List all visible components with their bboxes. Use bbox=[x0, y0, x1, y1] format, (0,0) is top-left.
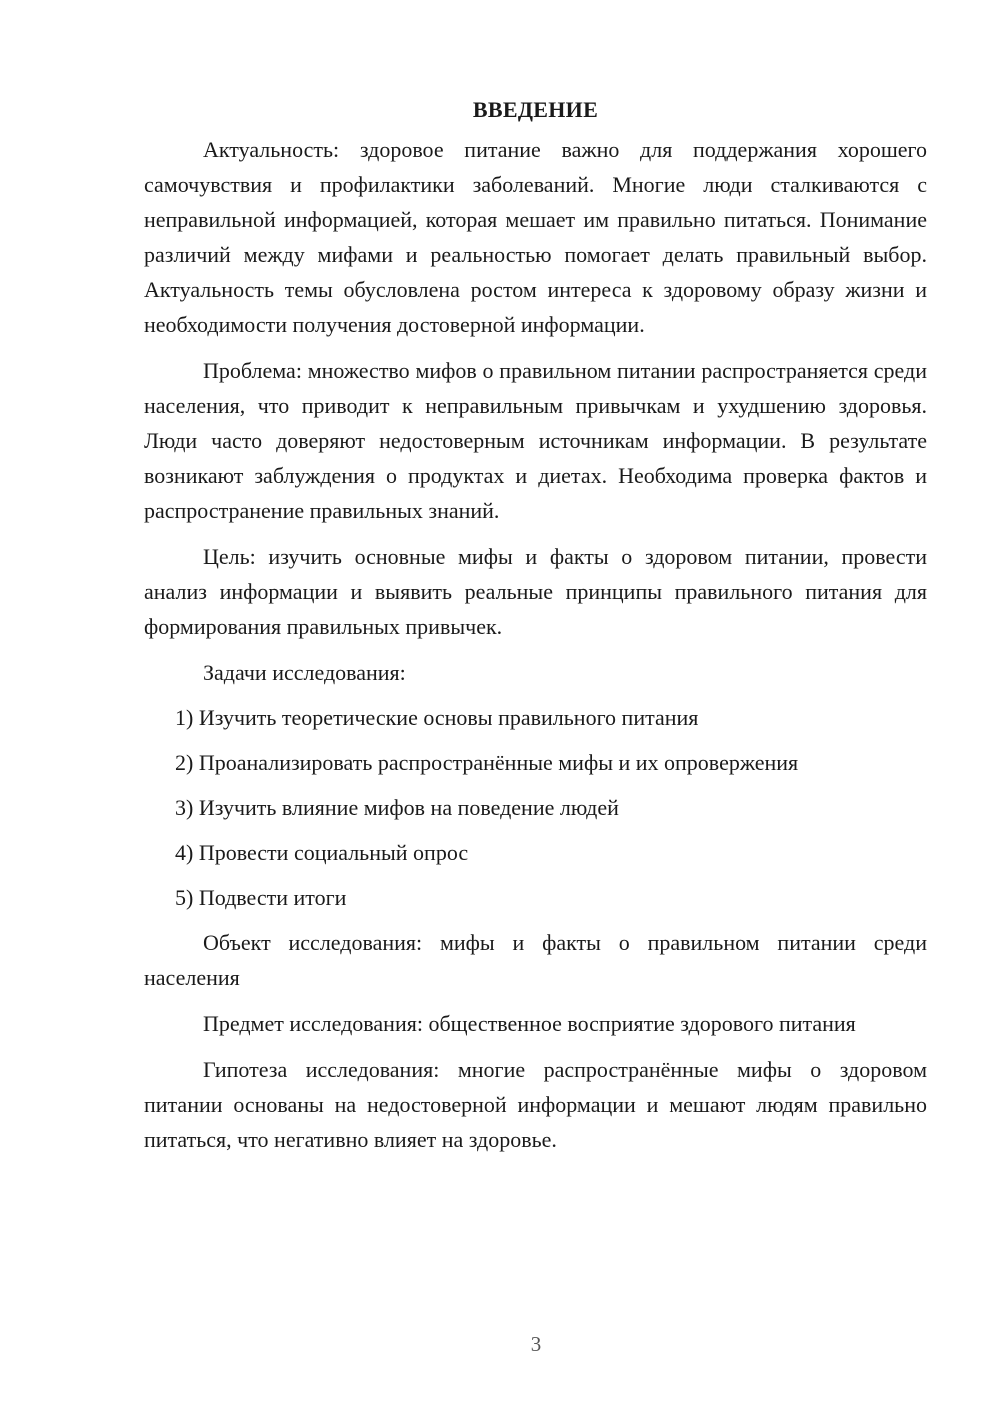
paragraph-subject: Предмет исследования: общественное восприятие здорового питания bbox=[203, 1011, 856, 1036]
task-item-4: 4) Провести социальный опрос bbox=[175, 840, 469, 865]
page-content bbox=[144, 92, 927, 1168]
tasks-heading: Задачи исследования: bbox=[203, 660, 406, 685]
task-item-2: 2) Проанализировать распространённые мифы и их опровержения bbox=[175, 750, 799, 775]
paragraph-problem: Проблема: множество мифов о правильном питании распространяется среди населения, что приводит к неправильным привычкам и ухудшению здоровья. Люди часто доверяют недостоверным источникам информации. В результате возникают заблуждения о продуктах и диетах. Необходима проверка фактов и распространение правильных знаний. bbox=[144, 358, 927, 523]
page-title: ВВЕДЕНИЕ bbox=[472, 97, 599, 122]
paragraph-object: Объект исследования: мифы и факты о правильном питании среди населения bbox=[144, 930, 927, 990]
paragraph-hypothesis: Гипотеза исследования: многие распространённые мифы о здоровом питании основаны на недостоверной информации и мешают людям правильно питаться, что негативно влияет на здоровье. bbox=[144, 1057, 927, 1152]
paragraph-goal: Цель: изучить основные мифы и факты о здоровом питании, провести анализ информации и выявить реальные принципы правильного питания для формирования правильных привычек. bbox=[144, 544, 927, 639]
paragraph-relevance: Актуальность: здоровое питание важно для поддержания хорошего самочувствия и профилактики заболеваний. Многие люди сталкиваются с неправильной информацией, которая мешает им правильно питаться. Понимание различий между мифами и реальностью помогает делать правильный выбор. Актуальность темы обусловлена ростом интереса к здоровому образу жизни и необходимости получения достоверной информации. bbox=[144, 137, 927, 337]
task-item-5: 5) Подвести итоги bbox=[175, 885, 347, 910]
task-item-1: 1) Изучить теоретические основы правильного питания bbox=[175, 705, 699, 730]
task-item-3: 3) Изучить влияние мифов на поведение людей bbox=[175, 795, 619, 820]
page-number: 3 bbox=[530, 1332, 542, 1356]
